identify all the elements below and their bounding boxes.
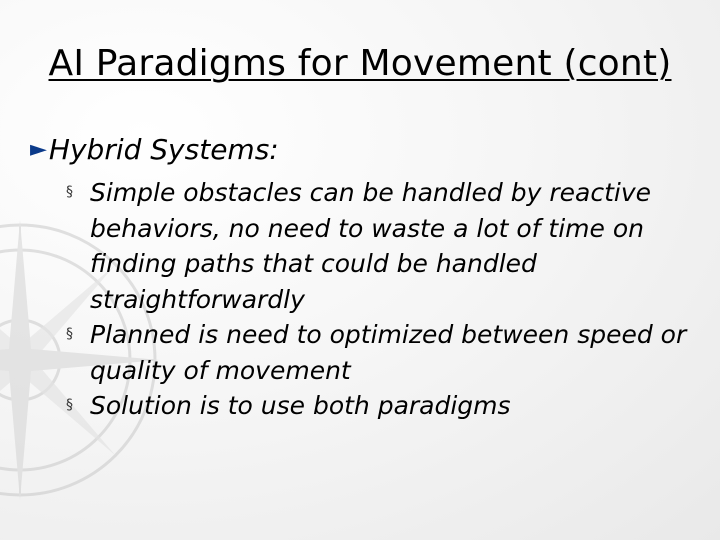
list-item — [66, 317, 706, 388]
bullet-text: Simple obstacles can be handled by reactive behaviors, no need to waste a lot of time on finding paths that could be handled straightforwardly — [90, 178, 651, 314]
bullet-text: Solution is to use both paradigms — [90, 391, 511, 420]
bullet-text: Planned is need to optimized between speed or quality of movement — [90, 320, 687, 385]
slide-title: AI Paradigms for Movement (cont) — [48, 43, 672, 84]
section-heading-label: Hybrid Systems: — [48, 133, 279, 166]
bullet-list — [66, 175, 706, 424]
square-bullet-icon: § — [66, 397, 73, 413]
triangle-arrow-icon: ► — [30, 137, 47, 162]
list-item — [66, 388, 706, 424]
square-bullet-icon: § — [66, 184, 73, 200]
square-bullet-icon: § — [66, 326, 73, 342]
section-heading — [30, 132, 279, 168]
list-item — [66, 175, 706, 317]
